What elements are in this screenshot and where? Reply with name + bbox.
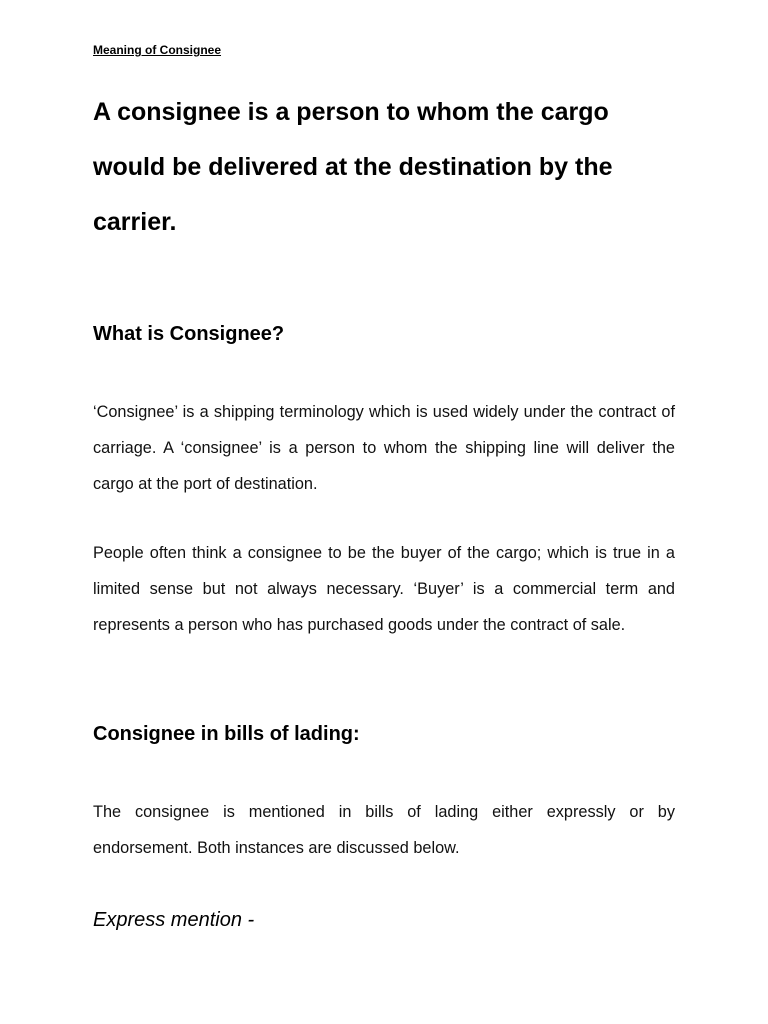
- section-heading-bills-of-lading: Consignee in bills of lading:: [93, 723, 360, 745]
- section-heading-what-is-consignee: What is Consignee?: [93, 323, 285, 345]
- lead-statement: A consignee is a person to whom the cargo would be delivered at the destination by the carrier.: [93, 98, 613, 236]
- subheading-express-mention: Express mention -: [93, 909, 255, 931]
- paragraph-buyer-comparison: People often think a consignee to be the buyer of the cargo; which is true in a limited sense but not always necessary. ‘Buyer’ is a commercial term and represents a person who has purchased goods under the contract of sale.: [93, 544, 675, 634]
- document-kicker: Meaning of Consignee: [93, 43, 222, 57]
- paragraph-consignee-definition: ‘Consignee’ is a shipping terminology which is used widely under the contract of carriage. A ‘consignee’ is a person to whom the shipping line will deliver the cargo at the port of destination.: [93, 403, 675, 493]
- paragraph-bills-of-lading: The consignee is mentioned in bills of lading either expressly or by endorsement. Both instances are discussed below.: [93, 803, 675, 857]
